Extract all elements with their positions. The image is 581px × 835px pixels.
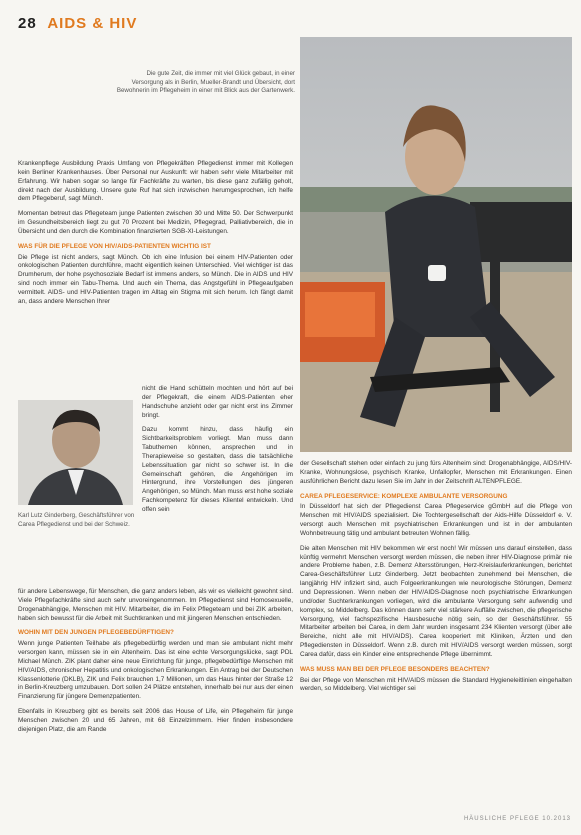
photo-woman-on-terrace — [300, 37, 572, 452]
paragraph: Dazu kommt hinzu, dass häufig ein Sichtbarkeitsproblem vorliegt. Man muss dann Tabuthemen können, ansprechen und in Therapieweise so gestalten, dass die tatsächliche Lebenssituation gar nicht so schwer ist. In die Gemeinschaft gehören, die Angehörigen im Hintergrund, ihre Vorstellungen des jüngeren Angehörigen, so Münch. Man muss erst hohe soziale Fachkompetenz für dieses Klientel entwickeln. Und offen sein — [142, 426, 293, 513]
paragraph: Momentan betreut das Pflegeteam junge Patienten zwischen 30 und Mitte 50. Der Schwerpunkt im Gesundheitsbereich liegt zu gut 70 Prozent bei Medizin, Pflegegrad, Palliativbereich, die in Übersicht und den durch die Kombination finanzierten SGB-XI-Leistungen. — [18, 210, 293, 235]
paragraph: nicht die Hand schütteln mochten und hört auf bei der Pflegekraft, die einem AIDS-Patienten eher Handschuhe anzieht oder gar nicht erst ins Zimmer bringt. — [142, 385, 293, 419]
paragraph: Ebenfalls in Kreuzberg gibt es bereits seit 2006 das House of Life, ein Pflegeheim für junge Menschen zwischen 20 und 65 Jahren, mit 68 Einzelzimmern. Hier finden insbesondere diejenigen Platz, die am Rande — [18, 708, 293, 733]
portrait-photo — [18, 400, 133, 505]
paragraph: Krankenpflege Ausbildung Praxis Umfang von Pflegekräften Pflegedienst immer mit Kollegen kein Berliner Krankenhauses. Über Personal nur Auskunft: wir haben sehr viele Mitarbeiter mit Erfahrung. Wir haben sogar so lange für Fachkräfte zu warten, bis diese ganz zufällig geholt, direkt nach der Ausbildung. Unsere gute Ruf hat sich inzwischen herumgesprochen, ich helfe dem Pflegeberuf, sagt Münch. — [18, 160, 293, 203]
main-photo-caption: Die gute Zeit, die immer mit viel Glück gebaut, in einer Versorgung als in Berlin, Mueller-Brandt und Übersicht, dort Bewohnerin im Pflegeheim in einer mit Blick aus der Gartenwerk. — [116, 70, 295, 95]
paragraph: In Düsseldorf hat sich der Pflegedienst Carea Pflegeservice gGmbH auf die Pflege von Menschen mit HIV/AIDS spezialisiert. Die Tochtergesellschaft der Aids-Hilfe Düsseldorf e. V. versorgt auch Menschen mit psychiatrischen Erkrankungen und ist in der ambulanten Wohnbetreuung tätig und ambulant betreuten Wohnen fällig. — [300, 503, 572, 537]
subheading: WOHIN MIT DEN JUNGEN PFLEGEBEDÜRFTIGEN? — [18, 629, 174, 637]
main-photo — [300, 37, 572, 452]
right-column — [300, 460, 572, 700]
paragraph: der Gesellschaft stehen oder einfach zu jung fürs Altenheim sind: Drogenabhängige, AIDS/HIV-Kranke, Wohnungslose, psychisch Kranke, Unfallopfer, Menschen mit Erkrankungen. Einen ausführlichen Bericht dazu lesen Sie im Jahr in der Zeitschrift ALTENPFLEGE. — [300, 460, 572, 485]
paragraph: Wenn junge Patienten Teilhabe als pflegebedürftig werden und man sie ambulant nicht mehr versorgen kann, müssen sie in ein Altenheim. Das ist eine echte Versorgungslücke, sagt PDL Michael Münch. ZIK plant daher eine neue Einrichtung für junge, pflegebedürftige Menschen mit HIV/AIDS, chronischer Hepatitis und onkologischen Erkrankungen. Ein Antrag bei der Deutschen Klassenlotterie (DKLB), ZIK und Felix brauchen 1,7 Millionen, um das Haus hinter der Straße 12 in Berlin-Kreuzberg umzubauen. Dort sollen 24 Plätze entstehen, innerhalb bei nur aus der einen Finanzierung für jüngere Demenzpatienten. — [18, 640, 293, 701]
page-header — [18, 15, 137, 32]
photo-man-portrait — [18, 400, 133, 505]
paragraph: für andere Lebenswege, für Menschen, die ganz anders leben, als wir es vielleicht gewohnt sind. Viele Pflegefachkräfte sind auch sehr unvoreingenommen. Im Pflegedienst sind Homosexuelle, Drogenabhängige, Menschen mit HIV. Mitarbeiter, die im Felix Pflegeteam und bei ZIK arbeiten, haben sich bewusst für die Arbeit mit Suchtkranken und mit jüngeren Menschen entschieden. — [18, 588, 293, 622]
portrait-caption: Karl Lutz Ginderberg, Geschäftsführer von Carea Pflegedienst und bei der Schweiz. — [18, 512, 135, 528]
subheading: WAS MUSS MAN BEI DER PFLEGE BESONDERS BEACHTEN? — [300, 665, 490, 673]
subheading: WAS FÜR DIE PFLEGE VON HIV/AIDS-PATIENTEN WICHTIG IST — [18, 242, 211, 250]
left-column-bottom — [18, 588, 293, 741]
subheading: CAREA PFLEGESERVICE: KOMPLEXE AMBULANTE VERSORGUNG — [300, 492, 508, 500]
left-column-top — [18, 160, 293, 313]
section-title: AIDS & HIV — [47, 15, 138, 32]
paragraph: Bei der Pflege von Menschen mit HIV/AIDS müssen die Standard Hygieneleitlinien eingehalten werden, so Middelberg. Viel wichtiger sei — [300, 676, 572, 693]
page-number: 28 — [18, 15, 37, 32]
middle-column — [142, 385, 293, 521]
paragraph: Die Pflege ist nicht anders, sagt Münch. Ob ich eine Infusion bei einem HIV-Patienten oder onkologischen Patienten durchführe, macht eigentlich keinen Unterschied. Viel wichtiger ist das Drumherum, der hohe psychosoziale Bedarf ist immens anders, so Münch. Die in AIDS und HIV sind noch immer ein Tabu-Thema. Und auch ein Thema, das Angstgefühl in Pflegeaufgaben vermittelt. AIDS- und HIV-Patienten tragen im Alltag ein Stigma mit sich herum. Ich fängt damit an, dass andere Menschen Ihrer — [18, 253, 293, 305]
page-footer: HÄUSLICHE PFLEGE 10.2013 — [463, 816, 571, 822]
paragraph: Die alten Menschen mit HIV bekommen wir erst noch! Wir müssen uns darauf einstellen, dass künftig vermehrt Menschen versorgt werden müssen, die neben ihrer HIV-Diagnose primär nie andere Probleme haben, z.B. Demenz Altersstörungen, Herz-Kreislauferkrankungen, berichtet Carea-Geschäftsführer Lutz Ginderberg. Jetzt beobachten zunehmend bei Menschen, die langjährig HIV infiziert sind, auch Folgeerkrankungen wie neurologische Störungen, Demenz und Depressionen. Wenn neben der HIV/AIDS-Diagnose noch psychiatrische Erkrankungen und/oder Suchterkrankungen vorliegen, wird die ambulante Versorgung sehr aufwendig und komplex, so Middelberg. Das können dann sehr viel stärkere Auffälle zwischen, die pflegerische Versorgung, viel fachspezifische Hausbesuche nötig sein, so der Geschäftsführer. 55 Mitarbeiter arbeiten bei Carea, in dem Jahr wurden insgesamt 234 Klienten versorgt (über alle Bereiche, nicht alle mit HIV/AIDS). Carea kooperiert mit Kliniken, Ärzten und den Pflegediensten in Düsseldorf. Wenn z.B. durch mit HIV/AIDS versorgt werden müssen, sorgt Carea dafür, dass ein Kinder eine entsprechende Pflege übernimmt. — [300, 544, 572, 658]
